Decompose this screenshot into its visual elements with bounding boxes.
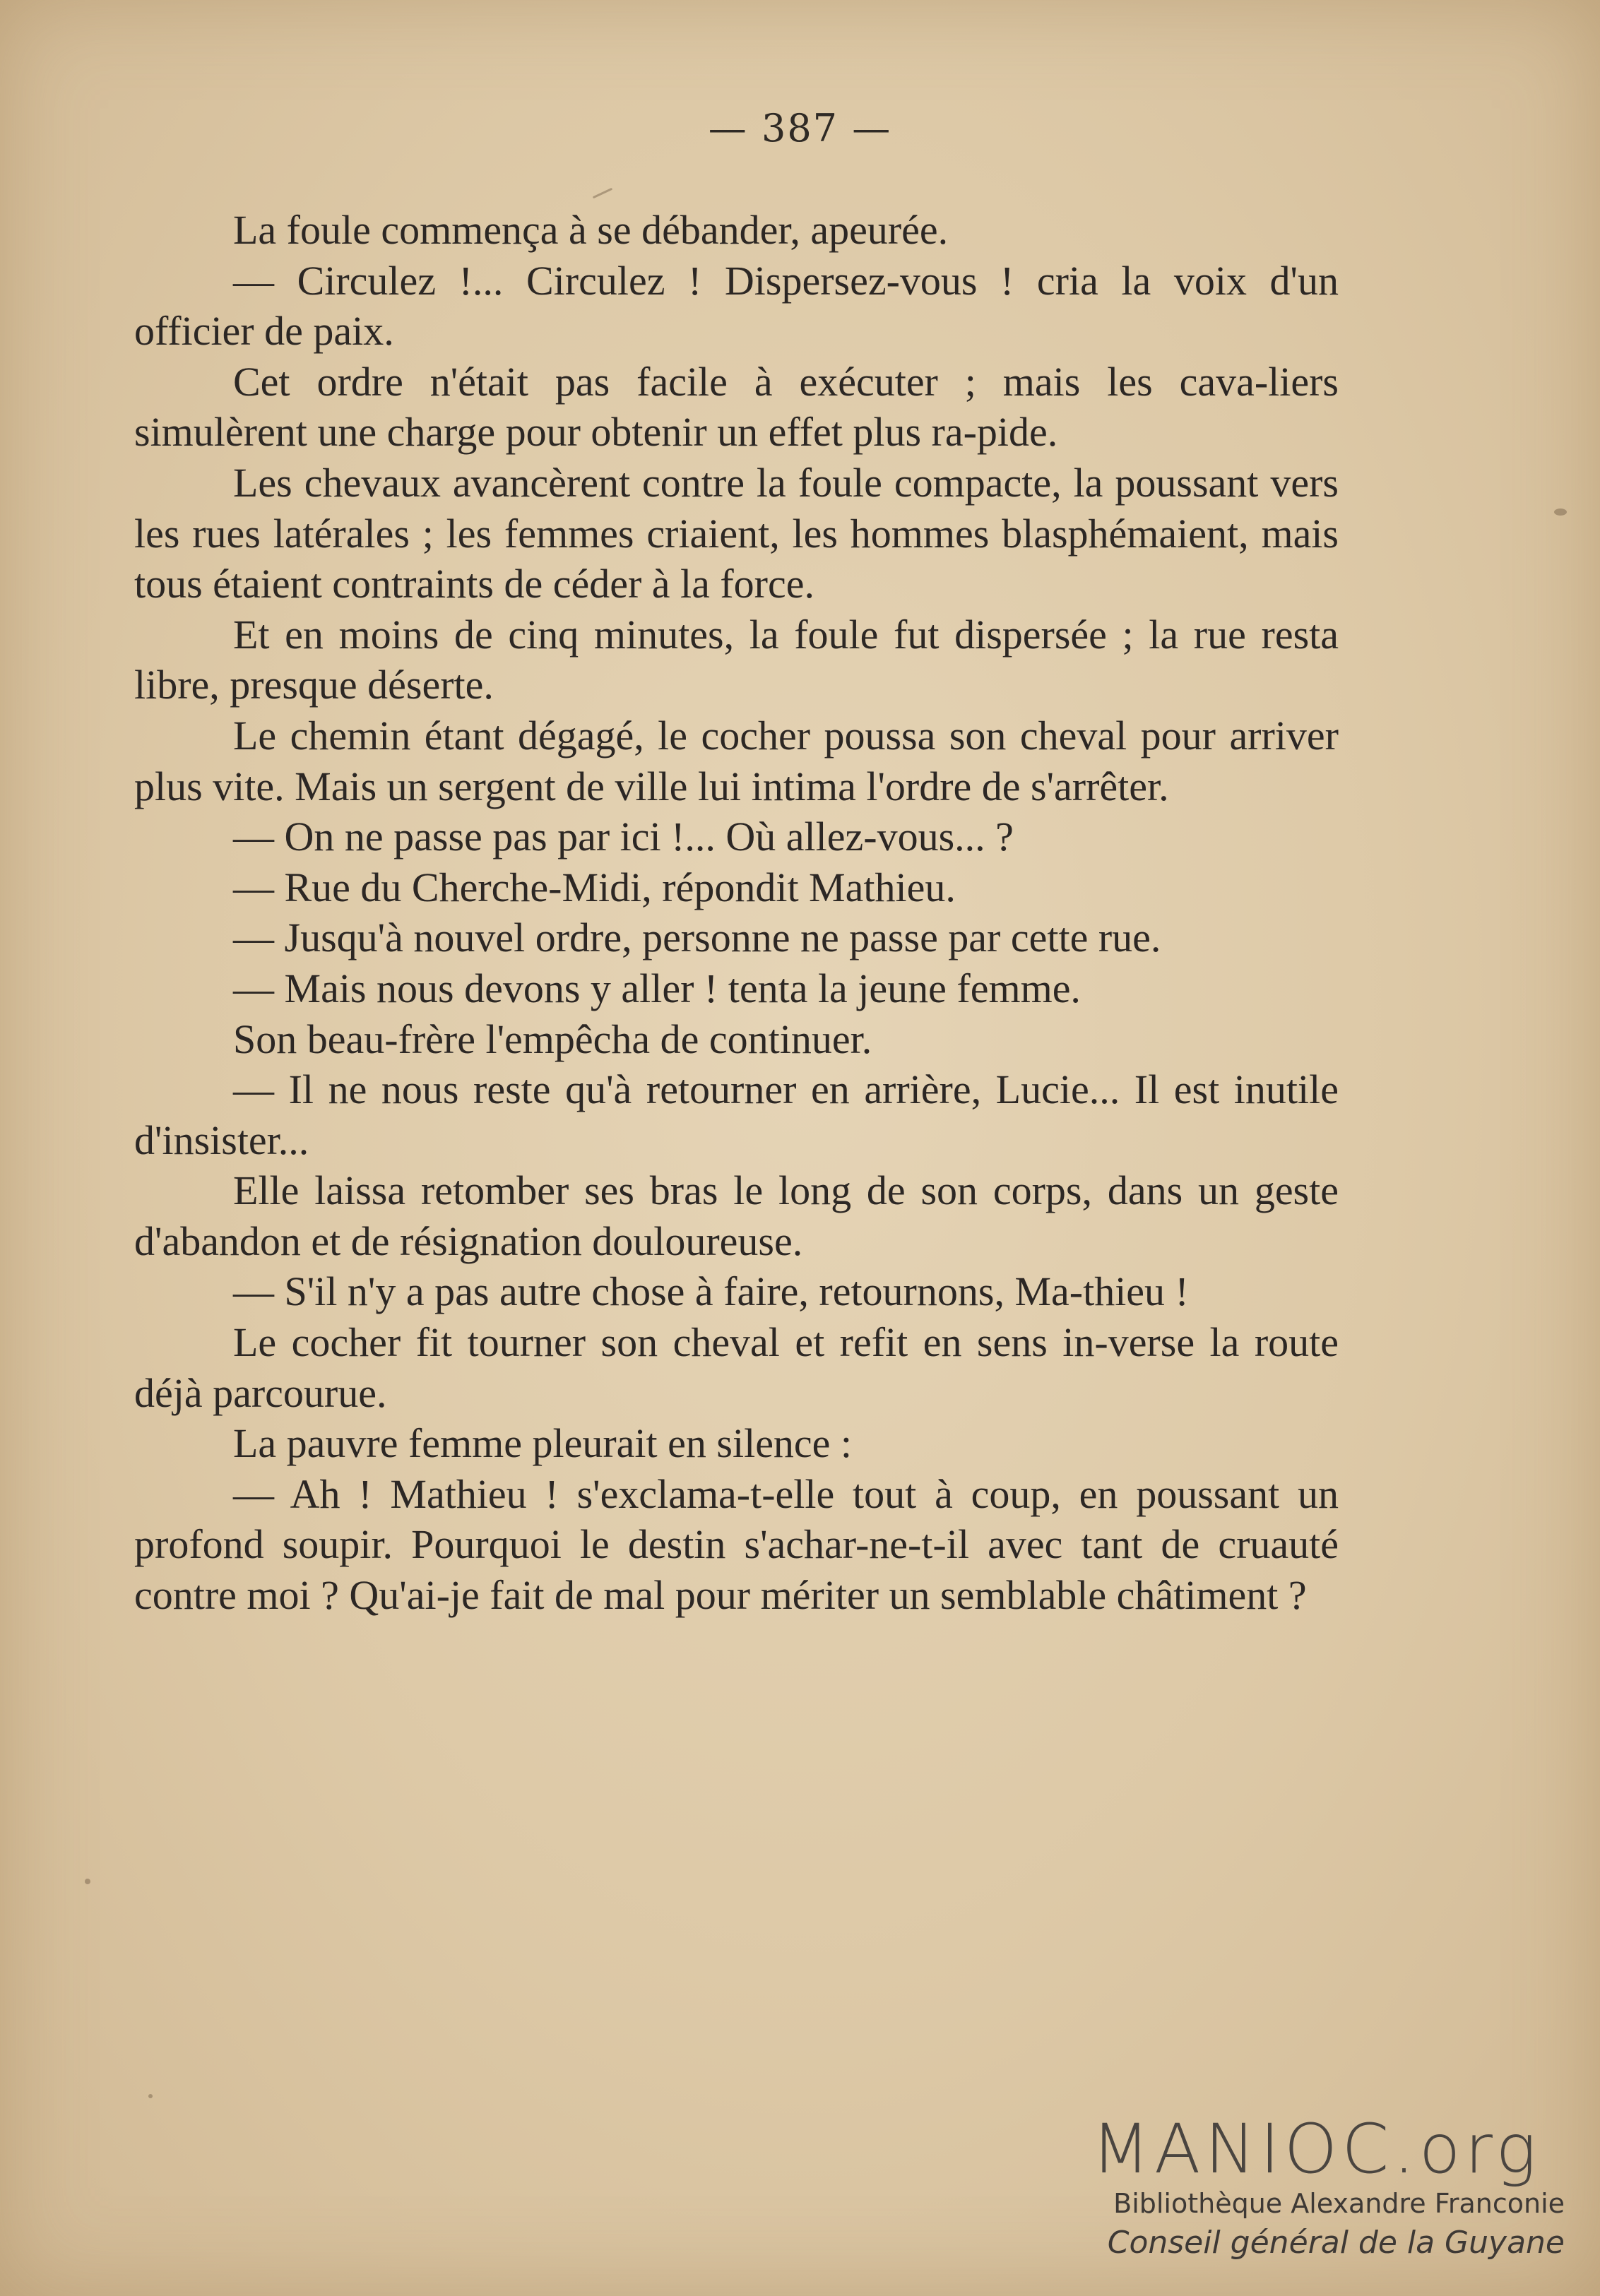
council-credit: Conseil général de la Guyane [1107,2225,1565,2261]
paragraph: — On ne passe pas par ici !... Où allez-vous... ? [233,814,1014,860]
paper-speck [85,1879,90,1884]
library-credit: Bibliothèque Alexandre Franconie [1113,2188,1565,2219]
paragraph: Et en moins de cinq minutes, la foule fut dispersée ; la rue resta libre, presque déserte. [134,611,1339,708]
paragraph: — Ah ! Mathieu ! s'exclama-t-elle tout à coup, en poussant un profond soupir. Pourquoi le destin s'achar-ne-t-il avec tant de cruauté contre moi ? Qu'ai-je fait de mal pour mériter un semblable châtiment ? [134,1470,1339,1619]
paragraph: — Rue du Cherche-Midi, répondit Mathieu. [233,864,956,910]
paragraph: — Jusqu'à nouvel ordre, personne ne passe par cette rue. [233,915,1161,961]
paragraph: Son beau-frère l'empêcha de continuer. [233,1016,872,1062]
paper-speck [148,2094,153,2098]
manioc-logo: MANIOC.org [1091,2110,1541,2189]
paragraph: Les chevaux avancèrent contre la foule compacte, la poussant vers les rues latérales ; les femmes criaient, les hommes blasphémaient, mais tous étaient contraints de céder à la force. [134,459,1339,607]
paragraph: Le cocher fit tourner son cheval et refit en sens in-verse la route déjà parcourue. [134,1319,1339,1416]
paragraph: Cet ordre n'était pas facile à exécuter ; mais les cava-liers simulèrent une charge pour obtenir un effet plus ra-pide. [134,358,1339,456]
paper-speck [593,188,612,198]
paragraph: La foule commença à se débander, apeurée. [233,207,949,253]
paragraph: Le chemin étant dégagé, le cocher poussa son cheval pour arriver plus vite. Mais un sergent de ville lui intima l'ordre de s'arrêter. [134,712,1339,809]
paragraph: — S'il n'y a pas autre chose à faire, retournons, Ma-thieu ! [233,1268,1189,1315]
paragraph: — Circulez !... Circulez ! Dispersez-vous ! cria la voix d'un officier de paix. [134,257,1339,355]
paragraph: — Il ne nous reste qu'à retourner en arrière, Lucie... Il est inutile d'insister... [134,1066,1339,1163]
paragraph: — Mais nous devons y aller ! tenta la jeune femme. [233,965,1081,1011]
body-text [134,205,1339,1621]
paragraph: Elle laissa retomber ses bras le long de son corps, dans un geste d'abandon et de résignation douloureuse. [134,1167,1339,1264]
paragraph: La pauvre femme pleurait en silence : [233,1420,853,1467]
paper-speck [1554,508,1567,516]
page-number: — 387 — [708,106,892,150]
